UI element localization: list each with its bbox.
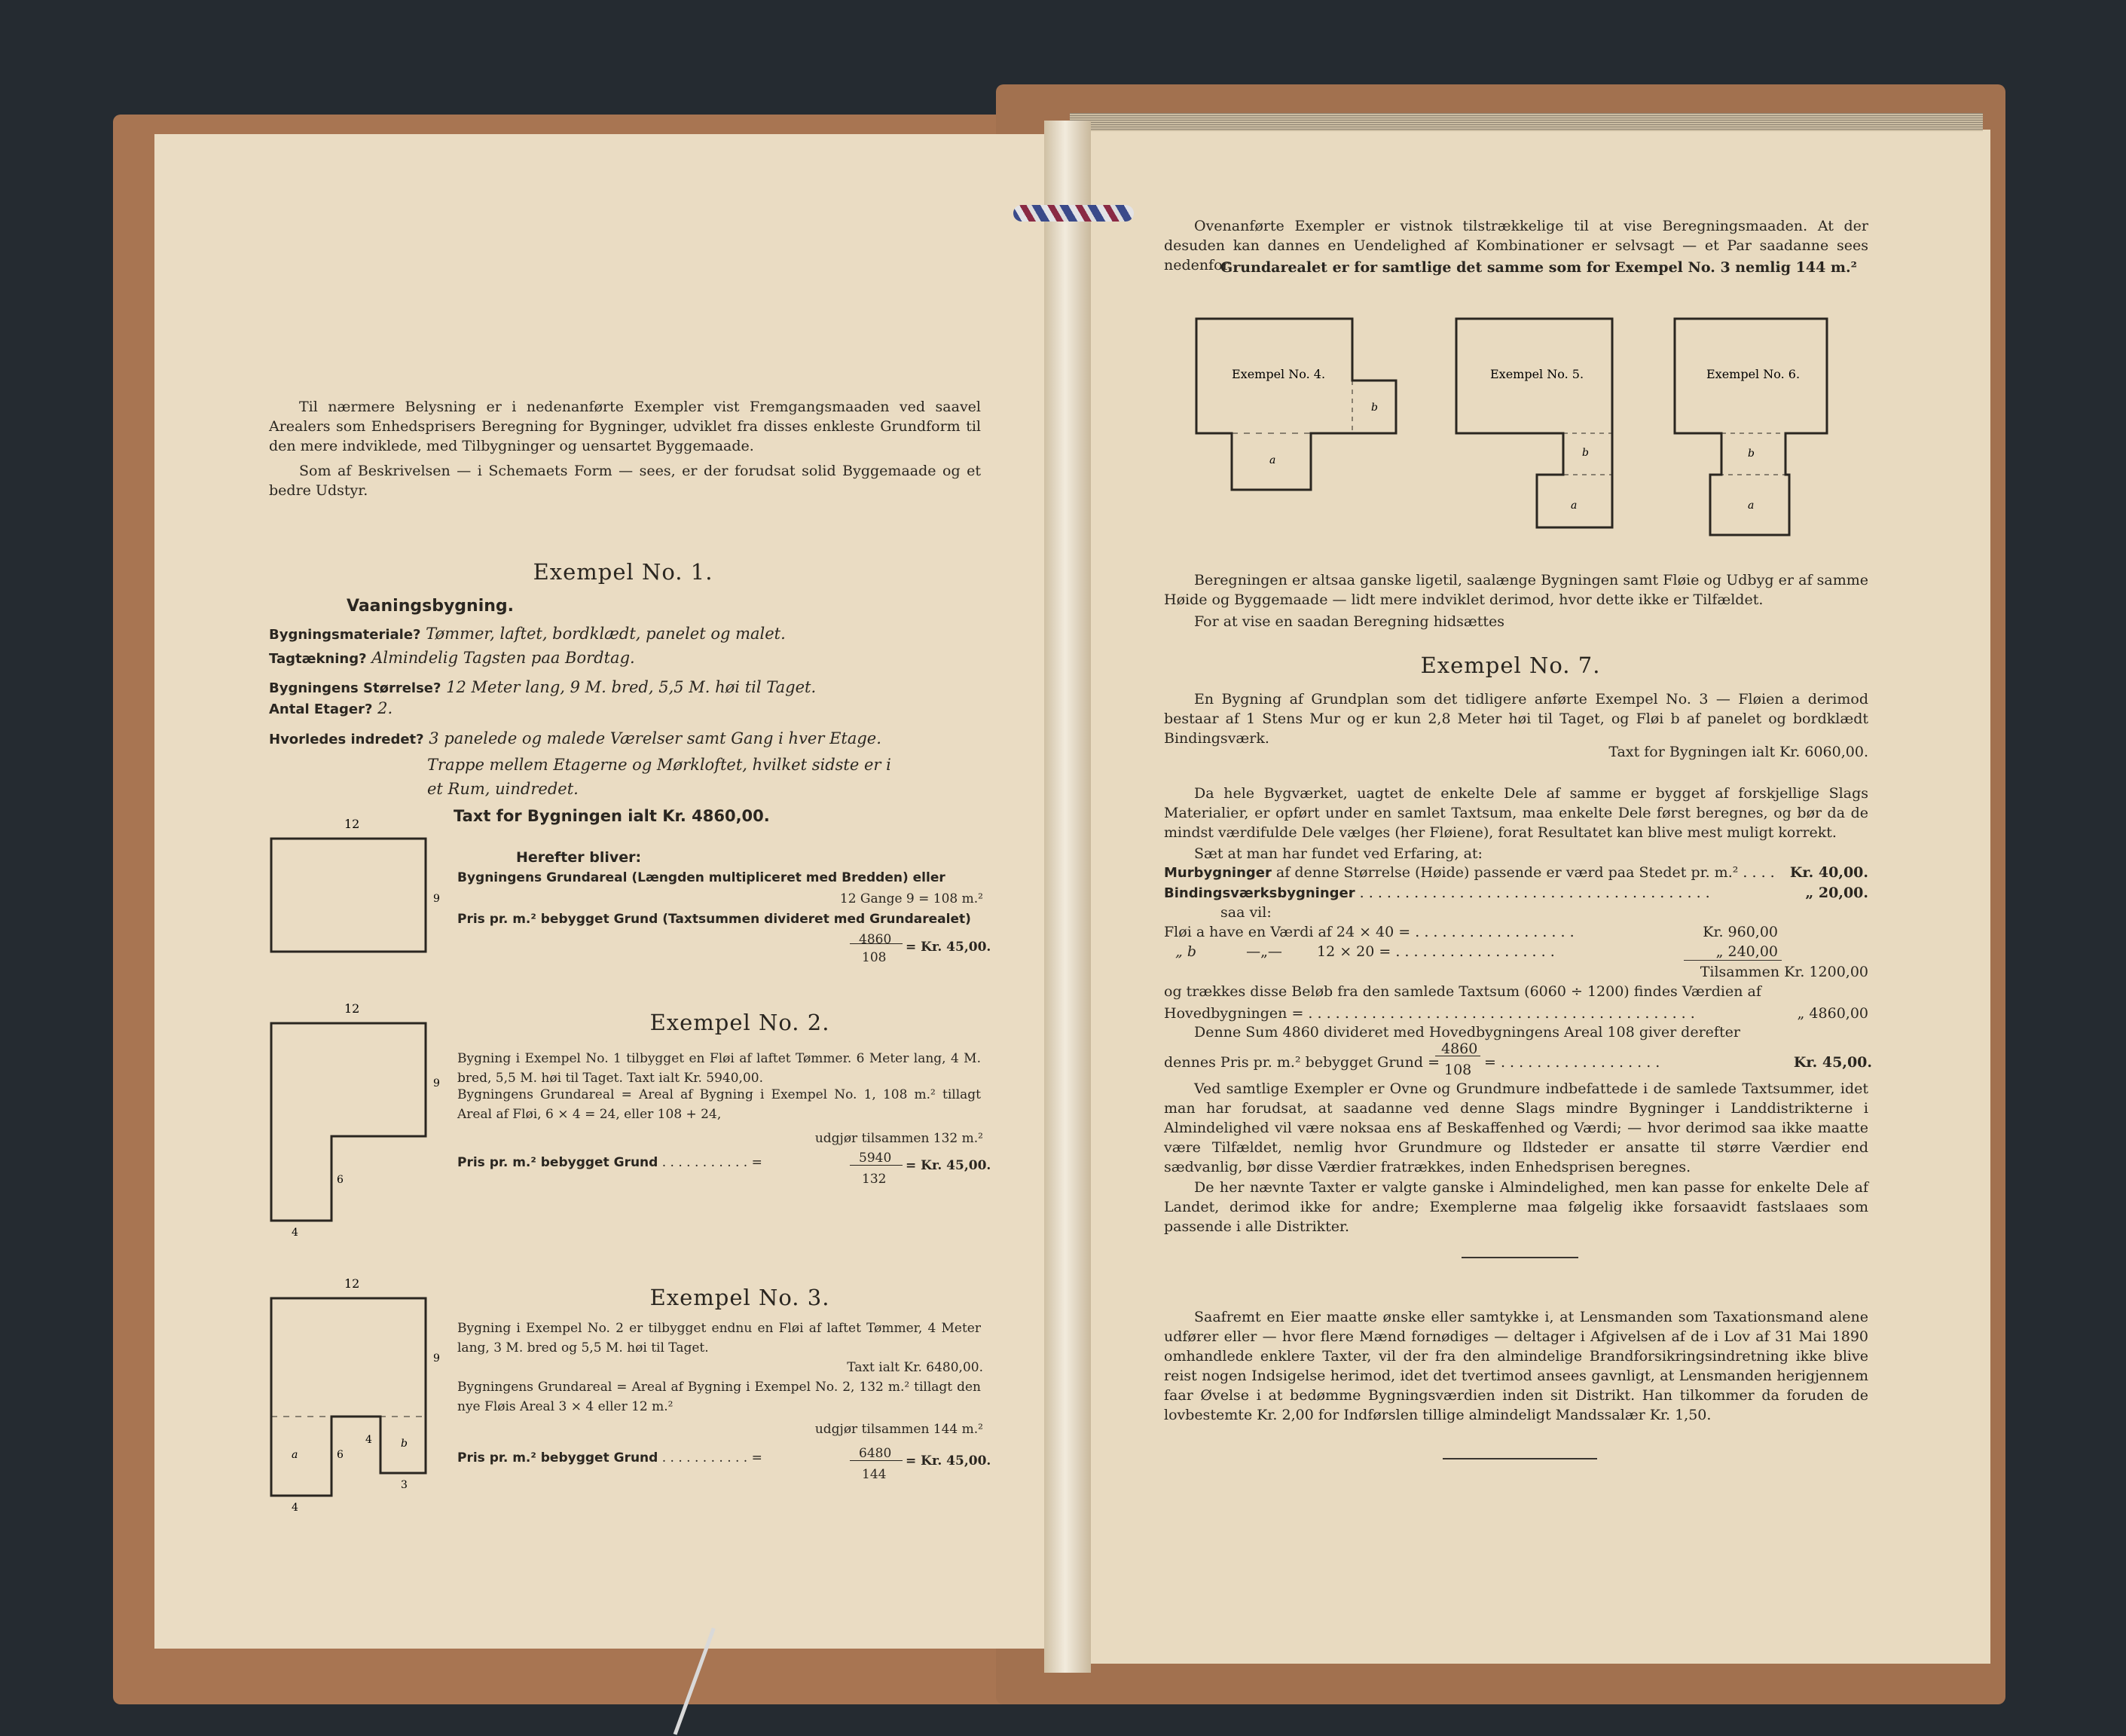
ex3-taxt: Taxt ialt Kr. 6480,00. <box>847 1360 983 1375</box>
hovedbygningen-line: Hovedbygningen = . . . . . . . . . . . . . . . . . . . . . . . . . . . . . . . . . . . . . . . . . . . <box>1164 1005 1695 1022</box>
ex1-extra-line-1: Trappe mellem Etagerne og Mørkloftet, hvilket sidste er i <box>427 756 891 774</box>
ex3-description: Bygning i Exempel No. 2 er tilbygget endnu en Fløi af laftet Tømmer, 4 Meter lang, 3 M. bred og 5,5 M. høi til Taget. <box>457 1321 981 1355</box>
ex5-label: Exempel No. 5. <box>1490 367 1584 381</box>
ex1-grund-label: Bygningens Grundareal (Længden multipliceret med Bredden) eller <box>457 870 945 885</box>
floi-b-line: „ b —„— 12 × 20 = . . . . . . . . . . . . . . . . . . <box>1175 943 1555 960</box>
ex2-dim-top: 12 <box>344 1001 360 1016</box>
ex7-text: En Bygning af Grundplan som det tidligere anførte Exempel No. 3 — Fløien a derimod bestaar af 1 Stens Mur og er kun 2,8 Meter høi til Taget, og Fløi b af panelet og bordklædt Bindingsværk. <box>1164 691 1868 747</box>
ex2-dim-side: 9 <box>433 1077 440 1090</box>
ex1-grund-result: 12 Gange 9 = 108 m.² <box>839 891 983 906</box>
ex1-field-roof: Tagtækning? Almindelig Tagsten paa Bordtag. <box>269 649 635 667</box>
intro-paragraph-2: Som af Beskrivelsen — i Schemaets Form — sees, er der forudsat solid Byggemaade og et bedre Udstyr. <box>269 463 981 499</box>
dennes-pris-line: dennes Pris pr. m.² bebygget Grund = 4860 108 = . . . . . . . . . . . . . . . . . . Kr. 45,00. <box>1164 1041 1872 1078</box>
dahele-paragraph: Da hele Bygværket, uagtet de enkelte Dele af samme er bygget af forskjellige Slags Materialier, er opført under en samlet Taxtsum, maa enkelte Dele først beregnes, og bør da de mindst værdifulde Dele vælges (her Fløiene), forat Resultatet kan blive mest muligt korrekt. <box>1164 785 1868 841</box>
ex3-grund: Bygningens Grundareal = Areal af Bygning i Exempel No. 2, 132 m.² tillagt den nye Fløis Areal 3 × 4 eller 12 m.² <box>457 1380 981 1414</box>
ex5-a: a <box>1571 500 1578 512</box>
ex3-dim-4: 4 <box>365 1434 372 1446</box>
ex6-label: Exempel No. 6. <box>1706 367 1801 381</box>
ex2-grund: Bygningens Grundareal = Areal af Bygning i Exempel No. 1, 108 m.² tillagt Areal af Fløi, 6 × 4 = 24, eller 108 + 24, <box>457 1087 981 1122</box>
ex1-dim-side: 9 <box>433 893 440 905</box>
ex1-title: Exempel No. 1. <box>533 559 713 585</box>
ex2-pris-label: Pris pr. m.² bebygget Grund <box>457 1155 658 1170</box>
ex1-pris-label: Pris pr. m.² bebygget Grund (Taxtsummen divideret med Grundarealet) <box>457 912 971 927</box>
ex4-label: Exempel No. 4. <box>1232 367 1326 381</box>
floi-a-line: Fløi a have en Værdi af 24 × 40 = . . . . . . . . . . . . . . . . . . <box>1164 924 1575 940</box>
ex7-taxt: Taxt for Bygningen ialt Kr. 6060,00. <box>1608 744 1868 760</box>
ex3-udgjor: udgjør tilsammen 144 m.² <box>814 1422 983 1437</box>
grundareal-note: Grundarealet er for samtlige det samme som for Exempel No. 3 nemlig 144 m.² <box>1220 259 1857 276</box>
ex4-a: a <box>1269 454 1276 466</box>
ex1-herefter: Herefter bliver: <box>516 849 642 866</box>
saafremt-paragraph: Saafremt en Eier maatte ønske eller samtykke i, at Lensmanden som Taxationsmand alene udfører eller — hvor flere Mænd fornødiges — deltager i Afgivelsen af de i Lov af 31 Mai 1890 omhandlede enklere Taxter, vil der fra den almindelige Brandforsikringsindretning ikke blive reist nogen Indsigelse herimod, idet det tvertimod ansees gavnligt, at Lensmanden herigjennem faar Øvelse i at bedømme Bygningsværdien inden sit Distrikt. Han tilkommer da foruden de lovbestemte Kr. 2,00 for Indførslen tillige almindeligt Mandssalær Kr. 1,50. <box>1164 1309 1868 1423</box>
floi-a-value: Kr. 960,00 <box>1703 924 1778 940</box>
ex2-dim-bottom: 4 <box>292 1227 298 1239</box>
ex6-b: b <box>1748 448 1755 460</box>
right-intro: Ovenanførte Exempler er vistnok tilstrækkelige til at vise Beregningsmaaden. At der desuden kan dannes en Uendelighed af Kombinationer er selvsagt — et Par saadanne sees nedenfor. <box>1164 218 1868 274</box>
ex3-label-a: a <box>292 1449 298 1461</box>
ved-paragraph: Ved samtlige Exempler er Ovne og Grundmure indbefattede i de samlede Taxtsummer, idet man har forudsat, at saadanne ved denne Slags mindre Bygninger i Landdistrikterne i Almindelighed vil være noksaa ens af Beskaffenhed og Værdi; — hvor derimod saa ikke maatte være Tilfældet, nemlig hvor Grundmure og Ildsteder er ansatte til større Værdier end sædvanlig, bør disse Værdier fratrækkes, inden Enhedsprisen beregnes. <box>1164 1080 1868 1175</box>
example-4-diagram <box>1194 316 1397 497</box>
saet-line: Sæt at man har fundet ved Erfaring, at: <box>1194 845 1483 862</box>
deher-paragraph: De her nævnte Taxter er valgte ganske i Almindelighed, men kan passe for enkelte Dele af Landet, derimod ikke for andre; Exemplerne maa følgelig ikke forsaavidt fastslaaes som passende i alle Distrikter. <box>1164 1179 1868 1235</box>
ex3-dim-bottom: 4 <box>292 1502 298 1514</box>
ex1-taxt: Taxt for Bygningen ialt Kr. 4860,00. <box>454 807 770 825</box>
ex7-title: Exempel No. 7. <box>1420 653 1601 678</box>
book-gutter <box>1044 121 1091 1673</box>
ex4-b: b <box>1371 402 1378 414</box>
traekkes-line: og trækkes disse Beløb fra den samlede Taxtsum (6060 ÷ 1200) findes Værdien af <box>1164 983 1761 1000</box>
ex1-field-size: Bygningens Størrelse? 12 Meter lang, 9 M. bred, 5,5 M. høi til Taget. <box>269 678 817 696</box>
ex2-dim-wing: 6 <box>337 1174 344 1186</box>
ex2-description: Bygning i Exempel No. 1 tilbygget en Fløi af laftet Tømmer. 6 Meter lang, 4 M. bred, 5,5 M. høi til Taget. Taxt ialt Kr. 5940,00. <box>457 1051 981 1086</box>
denne-line: Denne Sum 4860 divideret med Hovedbygningens Areal 108 giver derefter <box>1194 1024 1740 1041</box>
ex2-floorplan <box>269 1002 442 1243</box>
ex3-title: Exempel No. 3. <box>649 1285 830 1310</box>
ex1-field-material: Bygningsmateriale? Tømmer, laftet, bordklædt, panelet og malet. <box>269 625 786 643</box>
ex3-dim-top: 12 <box>344 1276 360 1291</box>
ex1-extra-line-2: et Rum, uindredet. <box>427 780 579 798</box>
example-5-diagram <box>1454 316 1620 542</box>
saa-vil: saa vil: <box>1220 904 1272 921</box>
ex2-udgjor: udgjør tilsammen 132 m.² <box>814 1131 983 1146</box>
ex3-dim-6: 6 <box>337 1449 344 1461</box>
ex3-label-b: b <box>401 1438 408 1450</box>
hovedbygningen-value: „ 4860,00 <box>1797 1005 1868 1022</box>
ex3-dim-side: 9 <box>433 1352 440 1365</box>
example-6-diagram <box>1672 316 1838 542</box>
bindingsvaerk-value: „ 20,00. <box>1805 885 1868 901</box>
beregning-paragraph: Beregningen er altsaa ganske ligetil, saalænge Bygningen samt Fløie og Udbyg er af samme Høide og Byggemaade — lidt mere indviklet derimod, hvor dette ikke er Tilfældet. <box>1164 572 1868 608</box>
ex1-dim-top: 12 <box>344 817 360 831</box>
ex3-floorplan <box>269 1277 442 1518</box>
ex2-title: Exempel No. 2. <box>649 1010 830 1035</box>
ex1-subtitle: Vaaningsbygning. <box>347 597 515 616</box>
ex3-pris-label: Pris pr. m.² bebygget Grund <box>457 1450 658 1466</box>
ex3-dim-3: 3 <box>401 1479 408 1491</box>
murbygninger-value: Kr. 40,00. <box>1789 864 1868 881</box>
section-rule-2 <box>1443 1458 1597 1459</box>
section-rule-1 <box>1462 1257 1578 1258</box>
page-edges <box>1070 113 1983 131</box>
ex1-floorplan <box>269 818 442 968</box>
forat-line: For at vise en saadan Beregning hidsættes <box>1194 613 1505 630</box>
ex6-a: a <box>1748 500 1755 512</box>
ex1-field-layout: Hvorledes indredet? 3 panelede og malede Værelser samt Gang i hver Etage. <box>269 729 881 747</box>
floi-b-value: „ 240,00 <box>1715 943 1778 960</box>
ex5-b: b <box>1582 447 1589 459</box>
intro-paragraph-1: Til nærmere Belysning er i nedenanførte Exempler vist Fremgangsmaaden ved saavel Arealers som Enhedsprisers Beregning for Bygninger, udviklet fra disses enkleste Grundform til den mere indviklede, med Tilbygninger og uensartet Byggemaade. <box>269 399 981 454</box>
bindingsvaerk-line: Bindingsværksbygninger . . . . . . . . . . . . . . . . . . . . . . . . . . . . . . . . . . . . . . . <box>1164 885 1710 901</box>
ex1-field-floors: Antal Etager? 2. <box>269 699 393 717</box>
murbygninger-line: Murbygninger af denne Størrelse (Høide) passende er værd paa Stedet pr. m.² . . . . <box>1164 864 1775 881</box>
tilsammen-line: Tilsammen Kr. 1200,00 <box>1700 964 1868 980</box>
binding-thread <box>1013 205 1134 222</box>
